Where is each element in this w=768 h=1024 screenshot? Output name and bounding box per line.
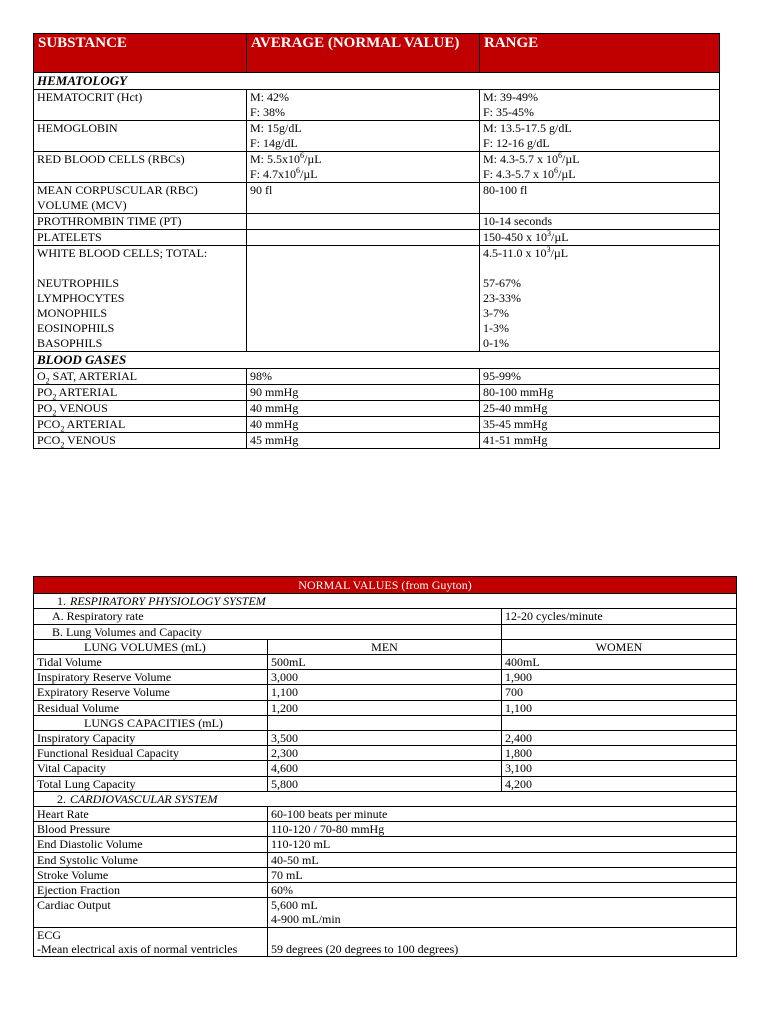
section-row [34, 352, 720, 369]
table-row: Functional Residual Capacity 2,300 1,800 [34, 746, 737, 761]
row-name: A. Respiratory rate [34, 609, 502, 624]
table-row: Cardiac Output 5,600 mL 4-900 mL/min [34, 898, 737, 927]
table-row [34, 624, 737, 639]
table-row [34, 246, 720, 352]
table-subheader-row [34, 639, 737, 654]
table-row: Tidal Volume 500mL 400mL [34, 655, 737, 670]
table-row [34, 152, 720, 183]
row-average: M: $5.5x10^6/\mu L$ F: $4.7x10^6/\mu L$ [247, 152, 480, 183]
header-range: RANGE [480, 34, 720, 73]
row-average: 40 mmHg [247, 417, 480, 433]
row-average: 98% [247, 369, 480, 385]
row-average: 90 mmHg [247, 385, 480, 401]
row-name: HEMOGLOBIN [34, 121, 247, 152]
lung-volumes-header: LUNG VOLUMES (mL) [34, 639, 268, 654]
women-header: WOMEN [502, 639, 737, 654]
row-average: M: 42% F: 38% [247, 90, 480, 121]
row-range: 80-100 mmHg [480, 385, 720, 401]
row-value: 12-20 cycles/minute [502, 609, 737, 624]
row-range: M: 13.5-17.5 g/dL F: 12-16 g/dL [480, 121, 720, 152]
hematology-table [33, 33, 720, 449]
table-title: NORMAL VALUES (from Guyton) [34, 577, 737, 594]
table-row [34, 121, 720, 152]
row-name: WHITE BLOOD CELLS; TOTAL: NEUTROPHILS LYMPHOCYTES MONOPHILS EOSINOPHILS BASOPHILS [34, 246, 247, 352]
table-row: Ejection Fraction 60% [34, 883, 737, 898]
row-name: $PCO_2$ VENOUS [34, 433, 247, 449]
men-header: MEN [268, 639, 502, 654]
row-name: B. Lung Volumes and Capacity [34, 624, 502, 639]
row-range: 25-40 mmHg [480, 401, 720, 417]
table-row [34, 90, 720, 121]
row-name: $O_2$ SAT, ARTERIAL [34, 369, 247, 385]
table-row: ECG -Mean electrical axis of normal ventricles 59 degrees (20 degrees to 100 degrees) [34, 927, 737, 956]
table-row: End Diastolic Volume 110-120 mL [34, 837, 737, 852]
table-row: Stroke Volume 70 mL [34, 867, 737, 882]
table-row [34, 417, 720, 433]
header-average: AVERAGE (NORMAL VALUE) [247, 34, 480, 73]
row-name: HEMATOCRIT (Hct) [34, 90, 247, 121]
section-row [34, 73, 720, 90]
table-title-row [34, 577, 737, 594]
table-row: End Systolic Volume 40-50 mL [34, 852, 737, 867]
row-range: 35-45 mmHg [480, 417, 720, 433]
row-range: 4.5-11.0 x $10^3/\mu L$ 57-67% 23-33% 3-7% 1-3% 0-1% [480, 246, 720, 352]
table-row [34, 369, 720, 385]
row-average [247, 214, 480, 230]
section-cardiovascular: CARDIOVASCULAR SYSTEM [70, 791, 218, 806]
row-name: $PCO_2$ ARTERIAL [34, 417, 247, 433]
row-name: RED BLOOD CELLS (RBCs) [34, 152, 247, 183]
table-row: Total Lung Capacity 5,800 4,200 [34, 776, 737, 791]
section-blood-gases: BLOOD GASES [34, 352, 720, 369]
row-average: 40 mmHg [247, 401, 480, 417]
row-range: M: 39-49% F: 35-45% [480, 90, 720, 121]
row-name: $PO_2$ VENOUS [34, 401, 247, 417]
table-row: Blood Pressure 110-120 / 70-80 mmHg [34, 822, 737, 837]
table-row: Heart Rate 60-100 beats per minute [34, 807, 737, 822]
table-row: Vital Capacity 4,600 3,100 [34, 761, 737, 776]
table-row [34, 230, 720, 246]
table-row [34, 401, 720, 417]
table-subheader-row [34, 715, 737, 730]
row-range: 41-51 mmHg [480, 433, 720, 449]
table-row [34, 433, 720, 449]
table-header-row [34, 34, 720, 73]
table-row: Inspiratory Capacity 3,500 2,400 [34, 731, 737, 746]
row-name: $PO_2$ ARTERIAL [34, 385, 247, 401]
normal-values-table [33, 576, 737, 957]
row-name: PROTHROMBIN TIME (PT) [34, 214, 247, 230]
table-row: Expiratory Reserve Volume 1,100 700 [34, 685, 737, 700]
table-row [34, 214, 720, 230]
row-range: 80-100 fl [480, 183, 720, 214]
table-row: Residual Volume 1,200 1,100 [34, 700, 737, 715]
table-row [34, 609, 737, 624]
row-average: 45 mmHg [247, 433, 480, 449]
row-range: M: 4.3-5.7 x $10^6/\mu L$ F: 4.3-5.7 x $10^6/\mu L$ [480, 152, 720, 183]
row-average [247, 230, 480, 246]
table-row [34, 385, 720, 401]
row-range: 10-14 seconds [480, 214, 720, 230]
header-substance: SUBSTANCE [34, 34, 247, 73]
section-row: 2. CARDIOVASCULAR SYSTEM [34, 791, 737, 806]
row-range: 150-450 x $10^3/\mu L$ [480, 230, 720, 246]
section-respiratory: RESPIRATORY PHYSIOLOGY SYSTEM [70, 594, 266, 609]
row-average [247, 246, 480, 352]
row-average: 90 fl [247, 183, 480, 214]
row-average: M: 15g/dL F: 14g/dL [247, 121, 480, 152]
section-row: 1. RESPIRATORY PHYSIOLOGY SYSTEM [34, 594, 737, 609]
table-row [34, 183, 720, 214]
lung-capacities-header: LUNGS CAPACITIES (mL) [34, 715, 268, 730]
table-row: Inspiratory Reserve Volume 3,000 1,900 [34, 670, 737, 685]
section-hematology: HEMATOLOGY [34, 73, 720, 90]
row-name: PLATELETS [34, 230, 247, 246]
row-name: MEAN CORPUSCULAR (RBC) VOLUME (MCV) [34, 183, 247, 214]
row-range: 95-99% [480, 369, 720, 385]
